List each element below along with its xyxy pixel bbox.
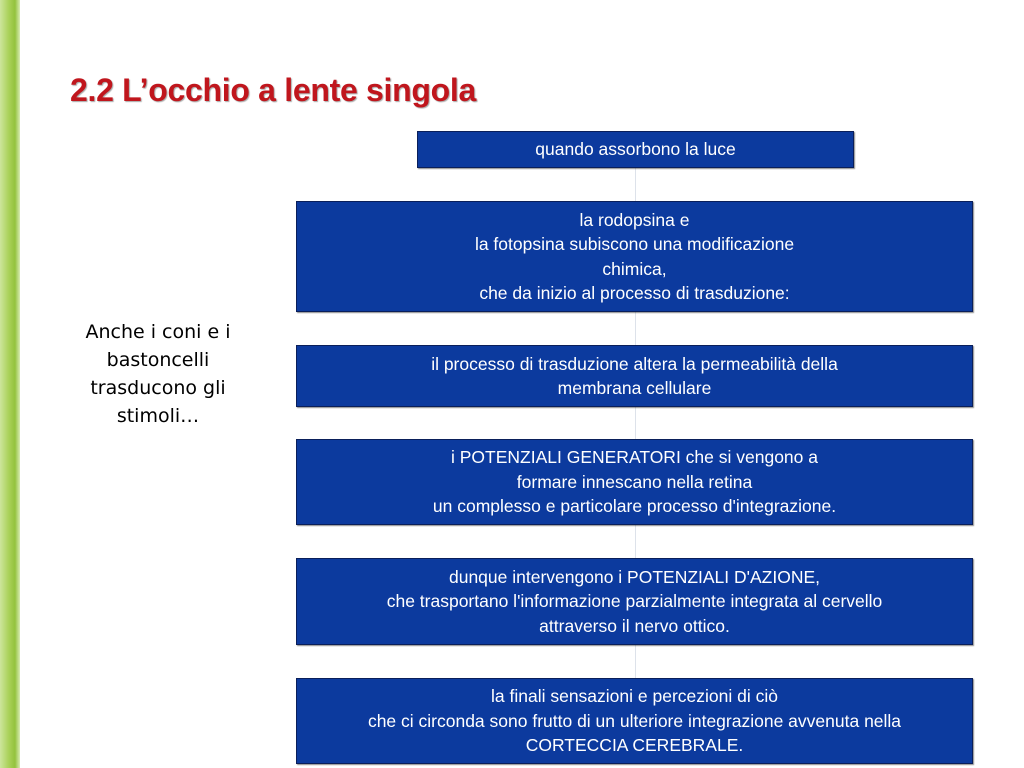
flow-box-6 — [296, 678, 973, 764]
flow-box-4-text: i POTENZIALI GENERATORI che si vengono a formare innescano nella retina un complesso e particolare processo d'integrazione. — [432, 447, 837, 517]
flow-box-1-text: quando assorbono la luce — [535, 139, 736, 160]
flow-box-5-text: dunque intervengono i POTENZIALI D'AZIONE, che trasportano l'informazione parzialmente integrata al cervello attraverso il nervo ottico. — [386, 566, 883, 636]
flow-box-5 — [296, 558, 973, 645]
flow-box-2-text: la rodopsina e la fotopsina subiscono una modificazione chimica, che da inizio al processo di trasduzione: — [474, 209, 795, 303]
flow-box-6-text: la finali sensazioni e percezioni di ciò che ci circonda sono frutto di un ulteriore integrazione avvenuta nella CORTECCIA CEREBRALE. — [367, 686, 902, 756]
flow-box-2 — [296, 201, 973, 312]
side-caption: Anche i coni e i bastoncelli trasducono gli stimoli… — [85, 321, 231, 427]
accent-sidebar-bar — [0, 0, 20, 768]
flow-box-4 — [296, 439, 973, 525]
flow-box-3 — [296, 345, 973, 407]
slide-title: 2.2 L’occhio a lente singola — [70, 72, 476, 108]
flow-box-1 — [417, 131, 854, 168]
flow-box-3-text: il processo di trasduzione altera la permeabilità della membrana cellulare — [431, 353, 838, 398]
